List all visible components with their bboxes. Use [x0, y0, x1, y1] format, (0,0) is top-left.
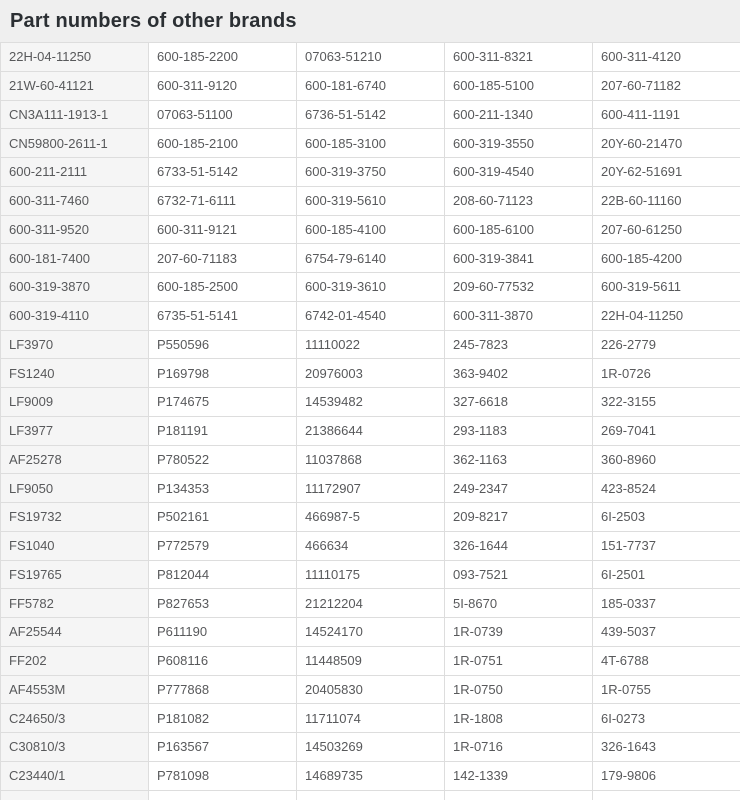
part-number-cell: 327-6618 — [445, 388, 593, 417]
part-number-cell: 600-185-3100 — [297, 129, 445, 158]
table-row — [1, 618, 740, 647]
part-number-cell: 20976003 — [297, 359, 445, 388]
part-number-cell: 326-1643 — [593, 733, 740, 762]
table-row — [1, 158, 740, 187]
part-number-cell: 600-411-1191 — [593, 100, 740, 129]
part-number-cell: 11037868 — [297, 445, 445, 474]
part-number-cell — [149, 790, 297, 800]
part-number-cell: 600-185-6100 — [445, 215, 593, 244]
part-number-cell — [297, 790, 445, 800]
part-number-cell — [1, 790, 149, 800]
part-number-cell: 600-185-4200 — [593, 244, 740, 273]
part-number-cell: LF3977 — [1, 416, 149, 445]
part-number-cell: 600-311-9120 — [149, 71, 297, 100]
part-number-cell: P181191 — [149, 416, 297, 445]
part-number-cell: P181082 — [149, 704, 297, 733]
part-number-cell: P608116 — [149, 646, 297, 675]
part-number-cell: 207-60-71182 — [593, 71, 740, 100]
part-number-cell: 600-311-9520 — [1, 215, 149, 244]
part-number-cell: FS19732 — [1, 503, 149, 532]
part-number-cell: 1R-0751 — [445, 646, 593, 675]
part-number-cell: 21W-60-41121 — [1, 71, 149, 100]
part-number-cell: 600-319-3841 — [445, 244, 593, 273]
part-number-cell: 11110022 — [297, 330, 445, 359]
part-number-cell: 600-319-3750 — [297, 158, 445, 187]
part-number-cell: AF4553M — [1, 675, 149, 704]
part-number-cell: 600-319-4110 — [1, 301, 149, 330]
part-number-cell: 207-60-61250 — [593, 215, 740, 244]
part-number-cell: 6732-71-6111 — [149, 186, 297, 215]
part-number-cell: 423-8524 — [593, 474, 740, 503]
part-number-cell: 1R-0726 — [593, 359, 740, 388]
part-number-cell: 1R-1808 — [445, 704, 593, 733]
table-row — [1, 301, 740, 330]
part-number-cell: 600-319-3550 — [445, 129, 593, 158]
part-number-cell: 6I-0273 — [593, 704, 740, 733]
part-number-cell: 249-2347 — [445, 474, 593, 503]
table-row — [1, 531, 740, 560]
part-number-cell: LF9050 — [1, 474, 149, 503]
part-number-cell: 600-319-5610 — [297, 186, 445, 215]
part-number-cell: 600-319-3870 — [1, 273, 149, 302]
table-row — [1, 71, 740, 100]
table-row — [1, 215, 740, 244]
part-number-cell: 6736-51-5142 — [297, 100, 445, 129]
part-number-cell — [445, 790, 593, 800]
part-number-cell: 600-319-5611 — [593, 273, 740, 302]
part-number-cell: AF25278 — [1, 445, 149, 474]
table-row — [1, 761, 740, 790]
part-number-cell: 6754-79-6140 — [297, 244, 445, 273]
part-number-cell: 20405830 — [297, 675, 445, 704]
part-number-cell: 22B-60-11160 — [593, 186, 740, 215]
part-number-cell: 142-1339 — [445, 761, 593, 790]
table-row — [1, 474, 740, 503]
part-number-cell — [593, 790, 740, 800]
part-number-cell: 21386644 — [297, 416, 445, 445]
part-number-cell: 600-185-2500 — [149, 273, 297, 302]
part-number-cell: P772579 — [149, 531, 297, 560]
part-number-cell: C30810/3 — [1, 733, 149, 762]
part-number-cell: 11448509 — [297, 646, 445, 675]
part-number-cell: 6742-01-4540 — [297, 301, 445, 330]
part-number-cell: P780522 — [149, 445, 297, 474]
part-number-cell: 208-60-71123 — [445, 186, 593, 215]
part-number-cell: 600-181-7400 — [1, 244, 149, 273]
part-number-cell: FF202 — [1, 646, 149, 675]
table-row — [1, 733, 740, 762]
table-row — [1, 330, 740, 359]
part-number-cell: 360-8960 — [593, 445, 740, 474]
part-number-cell: FS19765 — [1, 560, 149, 589]
part-number-cell: 326-1644 — [445, 531, 593, 560]
part-number-cell: 6733-51-5142 — [149, 158, 297, 187]
part-number-cell: 600-211-1340 — [445, 100, 593, 129]
table-row — [1, 675, 740, 704]
table-row — [1, 589, 740, 618]
part-number-cell: 322-3155 — [593, 388, 740, 417]
part-number-cell: P550596 — [149, 330, 297, 359]
table-body — [1, 43, 740, 800]
part-number-cell: 600-311-4120 — [593, 43, 740, 72]
part-number-cell: P777868 — [149, 675, 297, 704]
part-number-cell: 600-181-6740 — [297, 71, 445, 100]
table-row — [1, 704, 740, 733]
part-number-cell: 600-319-4540 — [445, 158, 593, 187]
part-number-cell: 07063-51210 — [297, 43, 445, 72]
part-number-cell: 600-185-2200 — [149, 43, 297, 72]
part-number-cell: P169798 — [149, 359, 297, 388]
part-number-cell: 600-311-3870 — [445, 301, 593, 330]
part-number-cell: CN59800-2611-1 — [1, 129, 149, 158]
page-header — [0, 0, 740, 42]
part-number-cell: P174675 — [149, 388, 297, 417]
part-number-cell: 600-185-2100 — [149, 129, 297, 158]
part-number-cell: 600-311-8321 — [445, 43, 593, 72]
part-number-cell: 11110175 — [297, 560, 445, 589]
part-number-cell: 1R-0750 — [445, 675, 593, 704]
part-number-cell: P781098 — [149, 761, 297, 790]
part-number-cell: CN3A111-1913-1 — [1, 100, 149, 129]
part-number-cell: 1R-0755 — [593, 675, 740, 704]
part-number-cell: FS1240 — [1, 359, 149, 388]
part-number-cell: 179-9806 — [593, 761, 740, 790]
part-number-cell: 20Y-60-21470 — [593, 129, 740, 158]
table-row — [1, 388, 740, 417]
part-number-cell: 14503269 — [297, 733, 445, 762]
part-number-cell: 151-7737 — [593, 531, 740, 560]
part-number-cell: 14539482 — [297, 388, 445, 417]
part-number-cell: 269-7041 — [593, 416, 740, 445]
part-number-cell: 600-311-9121 — [149, 215, 297, 244]
part-number-cell: 6I-2501 — [593, 560, 740, 589]
part-number-cell: P827653 — [149, 589, 297, 618]
part-number-cell: 14689735 — [297, 761, 445, 790]
table-row — [1, 646, 740, 675]
part-number-cell: 5I-8670 — [445, 589, 593, 618]
part-number-cell: 07063-51100 — [149, 100, 297, 129]
part-number-cell: 22H-04-11250 — [1, 43, 149, 72]
part-number-cell: 362-1163 — [445, 445, 593, 474]
part-number-cell: P163567 — [149, 733, 297, 762]
part-number-cell: 209-8217 — [445, 503, 593, 532]
part-number-cell: 600-185-4100 — [297, 215, 445, 244]
table-row — [1, 43, 740, 72]
table-row — [1, 186, 740, 215]
part-number-cell: 466634 — [297, 531, 445, 560]
part-number-cell: 209-60-77532 — [445, 273, 593, 302]
part-number-cell: LF9009 — [1, 388, 149, 417]
part-number-cell: 245-7823 — [445, 330, 593, 359]
table-row — [1, 503, 740, 532]
part-number-cell: FF5782 — [1, 589, 149, 618]
table-row — [1, 244, 740, 273]
part-number-cell: 093-7521 — [445, 560, 593, 589]
part-number-cell: 439-5037 — [593, 618, 740, 647]
part-number-cell: 1R-0739 — [445, 618, 593, 647]
part-number-cell: 600-211-2111 — [1, 158, 149, 187]
part-number-cell: 20Y-62-51691 — [593, 158, 740, 187]
part-number-cell: 363-9402 — [445, 359, 593, 388]
page-title: Part numbers of other brands — [10, 9, 297, 32]
table-row — [1, 129, 740, 158]
part-number-cell: 293-1183 — [445, 416, 593, 445]
part-number-cell: AF25544 — [1, 618, 149, 647]
part-number-cell: 14524170 — [297, 618, 445, 647]
part-number-cell: 185-0337 — [593, 589, 740, 618]
part-number-cell: 22H-04-11250 — [593, 301, 740, 330]
part-numbers-table — [0, 42, 740, 800]
part-number-cell: FS1040 — [1, 531, 149, 560]
table-row — [1, 416, 740, 445]
part-number-cell: 207-60-71183 — [149, 244, 297, 273]
part-number-cell: 1R-0716 — [445, 733, 593, 762]
table-row — [1, 790, 740, 800]
part-number-cell: 11711074 — [297, 704, 445, 733]
table-row — [1, 100, 740, 129]
part-number-cell: P812044 — [149, 560, 297, 589]
part-number-cell: 600-311-7460 — [1, 186, 149, 215]
part-number-cell: 6I-2503 — [593, 503, 740, 532]
table-row — [1, 445, 740, 474]
part-number-cell: 226-2779 — [593, 330, 740, 359]
part-number-cell: C24650/3 — [1, 704, 149, 733]
part-number-cell: P134353 — [149, 474, 297, 503]
part-number-cell: 4T-6788 — [593, 646, 740, 675]
part-number-cell: 600-319-3610 — [297, 273, 445, 302]
part-number-cell: C23440/1 — [1, 761, 149, 790]
part-number-cell: 6735-51-5141 — [149, 301, 297, 330]
part-number-cell: LF3970 — [1, 330, 149, 359]
part-number-cell: 600-185-5100 — [445, 71, 593, 100]
part-number-cell: P502161 — [149, 503, 297, 532]
table-row — [1, 560, 740, 589]
table-row — [1, 273, 740, 302]
part-number-cell: 11172907 — [297, 474, 445, 503]
table-row — [1, 359, 740, 388]
part-number-cell: P611190 — [149, 618, 297, 647]
part-number-cell: 21212204 — [297, 589, 445, 618]
part-number-cell: 466987-5 — [297, 503, 445, 532]
